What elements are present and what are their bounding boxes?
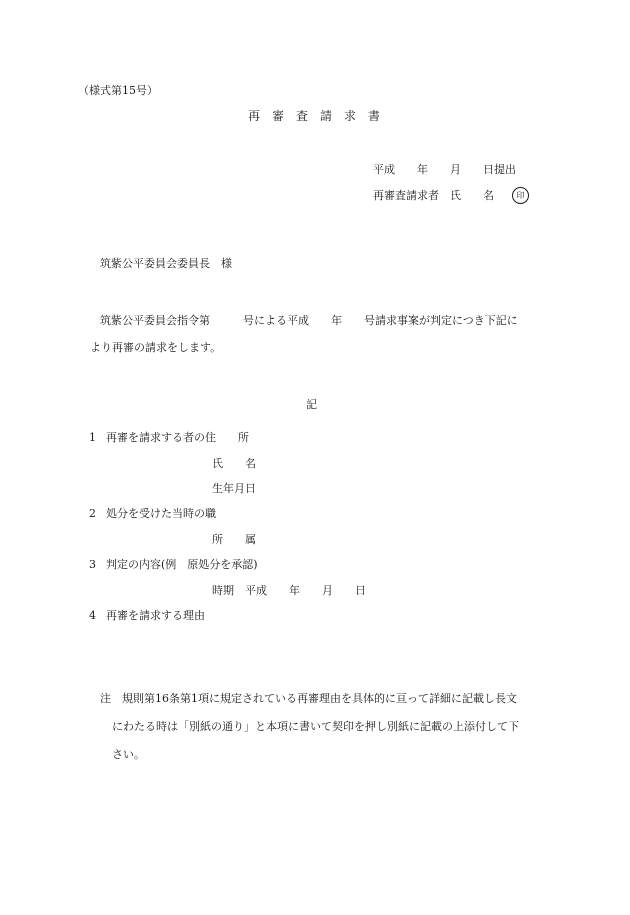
note-line-1: 注 規則第16条第1項に規定されている再審理由を具体的に亘って詳細に記載し長文 xyxy=(100,692,517,705)
document-title: 再 審 査 請 求 書 xyxy=(248,109,381,123)
body-line-1: 筑紫公平委員会指令第 号による平成 年 号請求事案が判定につき下記に xyxy=(100,314,518,327)
addressee: 筑紫公平委員会委員長 様 xyxy=(100,257,232,270)
seal-mark: 印 xyxy=(512,187,529,204)
note-line-3: さい。 xyxy=(112,748,145,761)
item-2-affiliation: 所 属 xyxy=(212,533,256,546)
requester-name-label: 再審査請求者 氏 名 xyxy=(373,189,494,202)
item-3-period: 時期 平成 年 月 日 xyxy=(212,584,366,597)
item-4-number: 4 xyxy=(89,609,96,622)
item-2-number: 2 xyxy=(89,507,96,520)
submission-date: 平成 年 月 日提出 xyxy=(373,163,516,176)
item-1-label: 再審を請求する者の住 所 xyxy=(106,431,249,444)
item-1-birthdate: 生年月日 xyxy=(212,482,256,495)
item-4-label: 再審を請求する理由 xyxy=(106,609,205,622)
form-number: （様式第15号） xyxy=(78,84,158,97)
item-3-number: 3 xyxy=(89,558,96,571)
body-line-2: より再審の請求をします。 xyxy=(90,341,222,354)
item-1-name: 氏 名 xyxy=(212,457,256,470)
note-line-2: にわたる時は「別紙の通り」と本項に書いて契印を押し別紙に記載の上添付して下 xyxy=(112,720,519,733)
item-3-label: 判定の内容(例 原処分を承認) xyxy=(106,558,258,571)
item-1-number: 1 xyxy=(89,431,96,444)
ki-heading: 記 xyxy=(306,398,317,411)
item-2-label: 処分を受けた当時の職 xyxy=(106,507,216,520)
